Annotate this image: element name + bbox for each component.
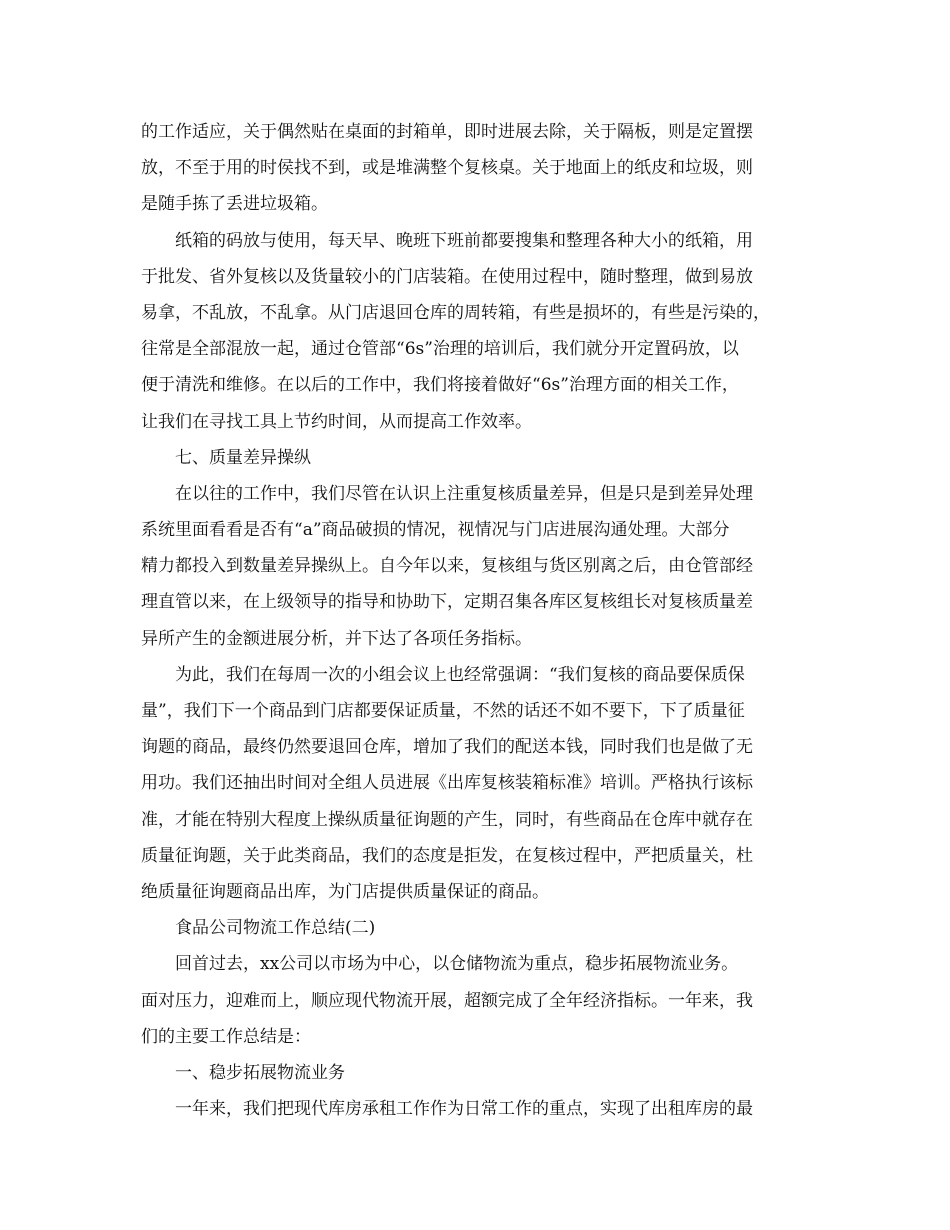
- text-line: 准，才能在特别大程度上操纵质量征询题的产生，同时，有些商品在仓库中就存在: [141, 809, 753, 830]
- text-line: 面对压力，迎难而上，顺应现代物流开展，超额完成了全年经济指标。一年来，我: [141, 990, 753, 1011]
- text-line: 的工作适应，关于偶然贴在桌面的封箱单，即时进展去除，关于隔板，则是定置摆: [141, 122, 753, 142]
- text-line: 纸箱的码放与使用，每天早、晚班下班前都要搜集和整理各种大小的纸箱，用: [175, 230, 753, 251]
- text-line: 绝质量征询题商品出库，为门店提供质量保证的商品。: [141, 881, 549, 902]
- text-line: 在以往的工作中，我们尽管在认识上注重复核质量差异，但是只是到差异处理: [175, 483, 753, 504]
- text-line: 用功。我们还抽出时间对全组人员进展《出库复核装箱标准》培训。严格执行该标: [141, 773, 753, 794]
- text-line: 放，不至于用的时侯找不到，或是堆满整个复核桌。关于地面上的纸皮和垃圾，则: [141, 158, 753, 179]
- text-line: 一年来，我们把现代库房承租工作作为日常工作的重点，实现了出租库房的最: [175, 1099, 753, 1120]
- text-line: 是随手拣了丢进垃圾箱。: [141, 194, 328, 215]
- text-line: 易拿，不乱放，不乱拿。从门店退回仓库的周转箱，有些是损坏的，有些是污染的，: [141, 302, 770, 323]
- text-line: 于批发、省外复核以及货量较小的门店装箱。在使用过程中，随时整理，做到易放: [141, 266, 753, 287]
- text-line: 量”，我们下一个商品到门店都要保证质量，不然的话还不如不要下，下了质量征: [141, 701, 745, 721]
- text-line: 理直管以来，在上级领导的指导和协助下，定期召集各库区复核组长对复核质量差: [141, 592, 753, 613]
- text-line: 异所产生的金额进展分析，并下达了各项任务指标。: [141, 628, 532, 649]
- text-line: 为此，我们在每周一次的小组会议上也经常强调：“我们复核的商品要保质保: [175, 664, 745, 685]
- text-line: 一、稳步拓展物流业务: [175, 1062, 345, 1083]
- text-line: 便于清洗和维修。在以后的工作中，我们将接着做好“6s”治理方面的相关工作，: [141, 375, 739, 396]
- text-line: 往常是全部混放一起，通过仓管部“6s”治理的培训后，我们就分开定置码放，以: [141, 339, 739, 360]
- text-line: 系统里面看看是否有“a”商品破损的情况，视情况与门店进展沟通处理。大部分: [141, 520, 730, 541]
- text-line: 七、质量差异操纵: [175, 447, 311, 468]
- text-line: 回首过去，xx公司以市场为中心，以仓储物流为重点，稳步拓展物流业务。: [175, 954, 739, 975]
- text-line: 询题的商品，最终仍然要退回仓库，增加了我们的配送本钱，同时我们也是做了无: [141, 737, 753, 758]
- text-line: 精力都投入到数量差异操纵上。自今年以来，复核组与货区别离之后，由仓管部经: [141, 556, 753, 577]
- text-line: 食品公司物流工作总结(二): [175, 918, 376, 939]
- document-body: [141, 114, 821, 1127]
- text-line: 们的主要工作总结是：: [141, 1026, 311, 1047]
- text-line: 质量征询题，关于此类商品，我们的态度是拒发，在复核过程中，严把质量关，杜: [141, 845, 753, 866]
- text-line: 让我们在寻找工具上节约时间，从而提高工作效率。: [141, 411, 532, 432]
